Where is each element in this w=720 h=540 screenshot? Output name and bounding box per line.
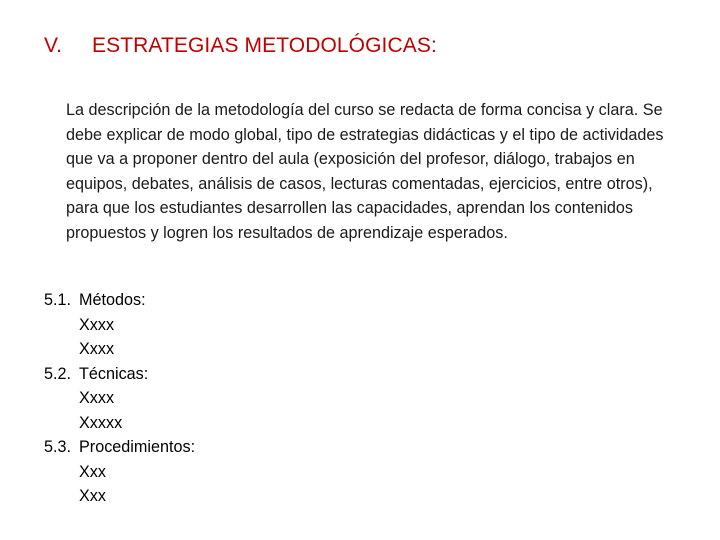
list-item: Xxx — [79, 487, 106, 505]
subsection-title — [44, 288, 195, 313]
subsection-tecnicas — [44, 362, 195, 436]
subsection-title — [44, 362, 195, 387]
subsection-list — [44, 288, 195, 509]
subsection-procedimientos — [44, 435, 195, 509]
list-item: Xxxx — [79, 389, 115, 407]
subsection-number: 5.3. — [44, 438, 72, 456]
list-item: Xxxxx — [79, 413, 123, 432]
description-paragraph: La descripción de la metodología del curso se redacta de forma concisa y clara. Se debe explicar de modo global, tipo de estrategias didácticas y el tipo de actividades que va a proponer dentro del aula (exposición del profesor, diálogo, trabajos en equipos, debates, análisis de casos, lecturas comentadas, ejercicios, entre otros), para que los estudiantes desarrollen las capacidades, aprendan los contenidos propuestos y logren los resultados de aprendizaje esperados. — [66, 101, 664, 242]
subsection-metodos — [44, 288, 195, 362]
subsection-title — [44, 435, 195, 460]
subsection-label: Técnicas: — [79, 364, 149, 383]
subsection-label: Procedimientos: — [79, 438, 196, 456]
list-item: Xxx — [79, 462, 106, 481]
subsection-label: Métodos: — [79, 291, 146, 309]
section-heading-title: ESTRATEGIAS METODOLÓGICAS: — [92, 34, 437, 57]
section-heading-number: V. — [44, 34, 63, 57]
section-heading — [44, 34, 437, 58]
subsection-number: 5.1. — [44, 291, 72, 309]
list-item: Xxxx — [79, 315, 115, 334]
subsection-number: 5.2. — [44, 364, 72, 383]
list-item: Xxxx — [79, 340, 115, 358]
